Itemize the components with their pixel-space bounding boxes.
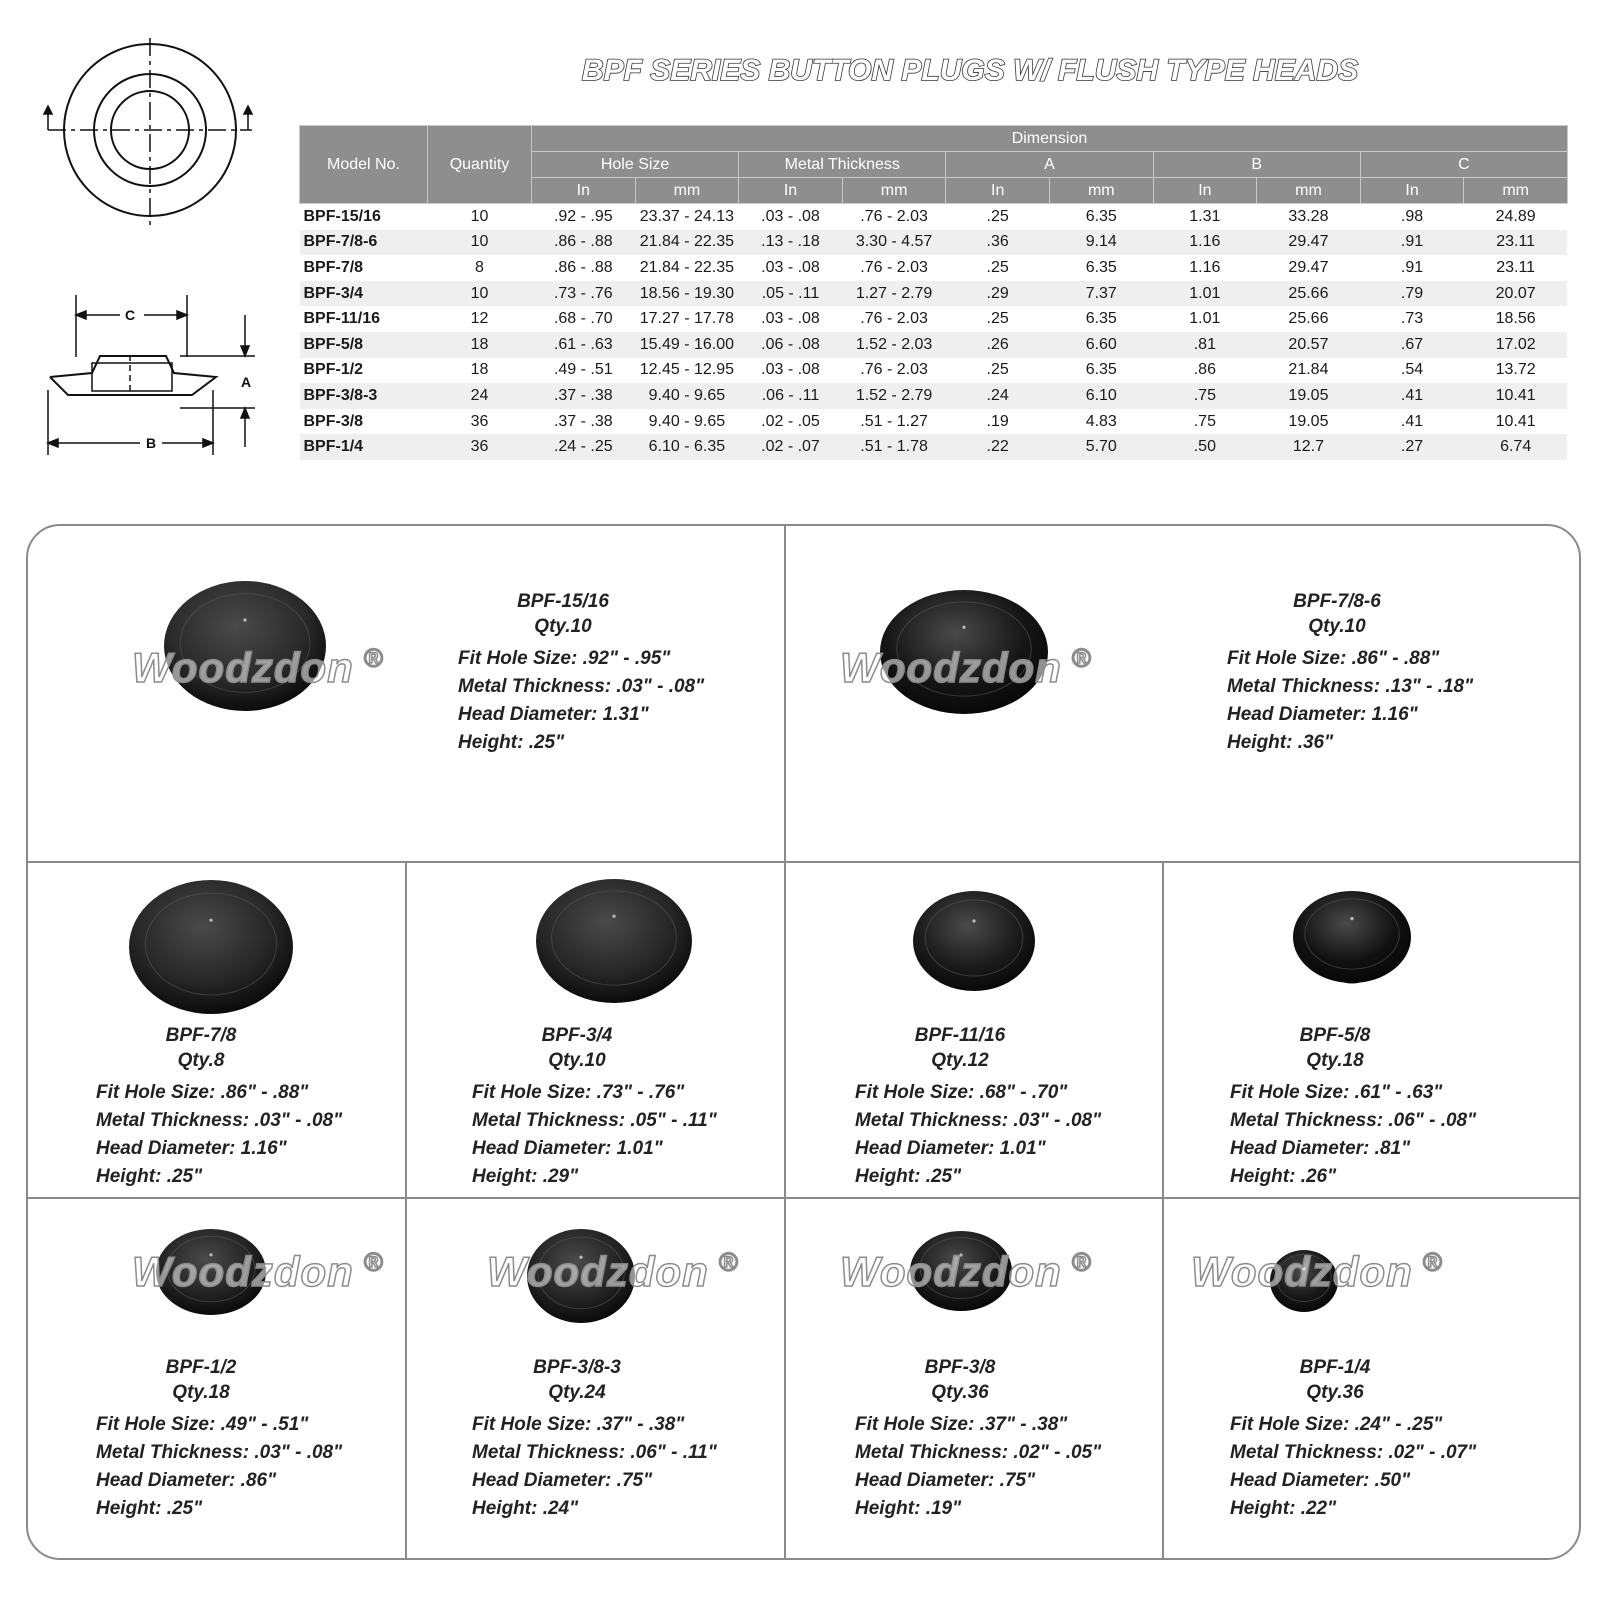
product-specs [1227,589,1473,757]
table-cell: 6.10 - 6.35 [635,434,739,460]
product-specs [1230,1355,1476,1523]
table-cell: 25.66 [1288,310,1329,328]
table-cell: .41 [1400,412,1424,430]
table-cell: 1.01 [1189,310,1221,328]
head-diameter: Head Diameter: .75" [472,1470,653,1491]
table-cell: 20.07 [1464,281,1568,307]
product-card [784,1197,1162,1558]
table-cell: 12 [470,310,489,328]
product-model: BPF-7/8 [165,1025,237,1046]
table-cell: .76 - 2.03 [860,207,928,225]
table-cell: .25 [986,207,1009,225]
watermark-text: Woodzdon [1191,1248,1413,1295]
table-cell: .86 - .88 [553,258,613,276]
head-diameter: Head Diameter: 1.16" [96,1138,287,1159]
table-cell: .02 - .07 [739,434,843,460]
table-cell: 10.41 [1464,383,1568,409]
watermark-text: Woodzdon [132,644,354,691]
table-cell: .86 [1193,361,1216,379]
head-diameter: Head Diameter: .75" [855,1470,1036,1491]
head-diameter: Head Diameter: 1.31" [458,704,649,725]
table-cell: 1.01 [1153,281,1257,307]
table-cell: .91 [1400,258,1424,276]
watermark [840,1247,1092,1296]
table-cell: 12.45 - 12.95 [639,361,735,379]
registered-mark: ® [1071,1247,1092,1277]
registered-mark: ® [363,643,384,673]
table-cell: 1.52 - 2.03 [842,332,946,358]
table-cell: .26 [946,332,1050,358]
table-cell: .37 - .38 [532,383,636,409]
table-cell: .91 [1360,230,1464,256]
table-cell: .03 - .08 [761,361,820,379]
fit-hole-size: Fit Hole Size: .37" - .38" [472,1414,685,1435]
table-cell: 3.30 - 4.57 [842,230,946,256]
table-cell: .86 - .88 [532,230,636,256]
table-cell: .54 [1400,361,1424,379]
table-cell: .03 - .08 [761,310,820,328]
table-cell: 18 [428,332,532,358]
height-value: Height: .26" [1230,1166,1337,1187]
header-unit: In [739,178,843,204]
product-card [1162,1197,1579,1558]
table-cell: 19.05 [1288,412,1329,430]
table-cell: 23.11 [1464,230,1568,256]
model-cell: BPF-3/8 [303,412,364,430]
product-qty: Qty.10 [1308,616,1366,637]
table-cell: .27 [1360,434,1464,460]
head-diameter: Head Diameter: .50" [1230,1470,1411,1491]
watermark-text: Woodzdon [132,1248,354,1295]
table-cell: 6.35 [1085,258,1117,276]
registered-mark: ® [363,1247,384,1277]
table-cell: .25 [986,310,1009,328]
metal-thickness: Metal Thickness: .13" - .18" [1227,676,1474,697]
product-specs [472,1355,717,1523]
table-cell: .79 [1360,281,1464,307]
table-cell: 18 [470,361,489,379]
table-row [300,281,1568,307]
table-cell: .06 - .08 [739,332,843,358]
spec-table-body [300,204,1568,460]
watermark-text: Woodzdon [487,1248,709,1295]
product-model: BPF-3/4 [541,1025,613,1046]
metal-thickness: Metal Thickness: .03" - .08" [855,1110,1102,1131]
button-plug-image [123,874,299,1020]
fit-hole-size: Fit Hole Size: .37" - .38" [855,1414,1068,1435]
table-cell: 1.27 - 2.79 [842,281,946,307]
product-card [28,526,784,861]
table-cell: .73 - .76 [532,281,636,307]
table-row [300,358,1568,384]
table-cell: .37 - .38 [553,412,613,430]
head-diameter: Head Diameter: .81" [1230,1138,1411,1159]
watermark [840,643,1092,692]
product-card [28,1197,405,1558]
button-plug-image [530,873,698,1009]
table-cell: 18.56 [1495,310,1536,328]
metal-thickness: Metal Thickness: .03" - .08" [96,1442,343,1463]
fit-hole-size: Fit Hole Size: .86" - .88" [1227,648,1440,669]
model-cell: BPF-1/2 [303,361,364,379]
model-cell: BPF-3/8-3 [300,383,428,409]
registered-mark: ® [718,1247,739,1277]
table-cell: .51 - 1.78 [842,434,946,460]
button-plug-image [1287,885,1417,1003]
table-cell: 9.14 [1049,230,1153,256]
table-cell: .36 [946,230,1050,256]
table-cell: .61 - .63 [532,332,636,358]
table-cell: 19.05 [1257,383,1361,409]
diagram-label-a: A [241,374,252,390]
fit-hole-size: Fit Hole Size: .73" - .76" [472,1082,685,1103]
table-cell: 21.84 - 22.35 [639,258,735,276]
table-row [300,306,1568,332]
model-cell: BPF-15/16 [303,207,381,225]
head-diameter: Head Diameter: 1.16" [1227,704,1418,725]
table-row [300,434,1568,460]
product-qty: Qty.10 [534,616,592,637]
table-cell: 23.11 [1496,258,1536,276]
product-qty: Qty.18 [1306,1050,1364,1071]
product-card [405,861,784,1197]
product-specs [96,1023,342,1191]
table-cell: 17.27 - 17.78 [639,310,735,328]
height-value: Height: .36" [1227,732,1334,753]
diagram-label-c: C [125,307,136,323]
table-cell: 10 [470,207,489,225]
metal-thickness: Metal Thickness: .02" - .07" [1230,1442,1477,1463]
metal-thickness: Metal Thickness: .05" - .11" [472,1110,717,1131]
product-model: BPF-3/8 [924,1357,996,1378]
height-value: Height: .25" [855,1166,962,1187]
model-cell: BPF-11/16 [303,310,380,328]
header-dimension: Dimension [532,126,1568,152]
table-cell: 6.35 [1085,361,1117,379]
height-value: Height: .25" [458,732,565,753]
table-cell: 9.40 - 9.65 [635,383,739,409]
product-model: BPF-1/2 [165,1357,237,1378]
table-cell: .75 [1153,383,1257,409]
side-view-diagram [40,295,280,475]
header-group: Metal Thickness [739,152,946,178]
table-cell: .06 - .11 [739,383,843,409]
product-card [28,861,405,1197]
table-cell: 23.37 - 24.13 [639,207,735,225]
header-unit: In [1360,178,1464,204]
product-qty: Qty.12 [931,1050,989,1071]
product-model: BPF-1/4 [1299,1357,1371,1378]
registered-mark: ® [1071,643,1092,673]
table-row [300,204,1568,230]
metal-thickness: Metal Thickness: .02" - .05" [855,1442,1102,1463]
table-cell: 1.31 [1189,207,1221,225]
table-cell: 15.49 - 16.00 [635,332,739,358]
table-cell: .25 [986,258,1009,276]
watermark [1191,1247,1443,1296]
product-qty: Qty.10 [548,1050,606,1071]
table-cell: 24.89 [1495,207,1536,225]
height-value: Height: .25" [96,1166,203,1187]
header-unit: mm [635,178,739,204]
table-cell: .51 - 1.27 [860,412,928,430]
table-cell: 1.16 [1189,258,1221,276]
table-cell: .13 - .18 [739,230,843,256]
model-cell: BPF-3/4 [300,281,428,307]
table-cell: .76 - 2.03 [860,258,928,276]
height-value: Height: .24" [472,1498,579,1519]
head-diameter: Head Diameter: 1.01" [472,1138,663,1159]
product-card [405,1197,784,1558]
product-model: BPF-7/8-6 [1293,591,1381,612]
table-cell: .75 [1193,412,1216,430]
product-specs [855,1355,1101,1523]
fit-hole-size: Fit Hole Size: .86" - .88" [96,1082,309,1103]
product-model: BPF-15/16 [517,591,609,612]
table-cell: .49 - .51 [553,361,613,379]
header-unit: mm [842,178,946,204]
head-diameter: Head Diameter: .86" [96,1470,277,1491]
table-cell: .24 - .25 [532,434,636,460]
product-specs [472,1023,717,1191]
product-specs [458,589,704,757]
height-value: Height: .22" [1230,1498,1337,1519]
metal-thickness: Metal Thickness: .03" - .08" [458,676,705,697]
watermark [132,643,384,692]
model-cell: BPF-5/8 [300,332,428,358]
header-group: C [1360,152,1567,178]
fit-hole-size: Fit Hole Size: .61" - .63" [1230,1082,1443,1103]
registered-mark: ® [1422,1247,1443,1277]
table-cell: 5.70 [1049,434,1153,460]
product-qty: Qty.18 [172,1382,230,1403]
table-cell: 12.7 [1257,434,1361,460]
header-unit: mm [1049,178,1153,204]
table-cell: .81 [1153,332,1257,358]
header-model: Model No. [300,126,428,204]
table-cell: .92 - .95 [553,207,613,225]
model-cell: BPF-7/8 [303,258,364,276]
table-cell: .25 [986,361,1009,379]
header-quantity: Quantity [428,126,532,204]
metal-thickness: Metal Thickness: .06" - .11" [472,1442,717,1463]
table-cell: 24 [428,383,532,409]
product-qty: Qty.36 [1306,1382,1364,1403]
table-cell: 29.47 [1288,258,1329,276]
table-cell: 6.35 [1085,310,1117,328]
product-specs [855,1023,1101,1191]
height-value: Height: .25" [96,1498,203,1519]
fit-hole-size: Fit Hole Size: .49" - .51" [96,1414,309,1435]
metal-thickness: Metal Thickness: .03" - .08" [96,1110,343,1131]
table-cell: .73 [1400,310,1424,328]
header-group: B [1153,152,1360,178]
table-cell: 33.28 [1288,207,1329,225]
table-cell: .02 - .05 [761,412,820,430]
metal-thickness: Metal Thickness: .06" - .08" [1230,1110,1477,1131]
table-cell: 6.10 [1049,383,1153,409]
product-model: BPF-5/8 [1299,1025,1371,1046]
table-row [300,332,1568,358]
table-cell: 9.40 - 9.65 [648,412,726,430]
table-cell: .76 - 2.03 [860,361,928,379]
product-qty: Qty.36 [931,1382,989,1403]
product-card [784,526,1579,861]
model-cell: BPF-1/4 [300,434,428,460]
table-row [300,230,1568,256]
product-model: BPF-3/8-3 [533,1357,621,1378]
top-view-diagram [40,38,260,228]
product-specs [96,1355,342,1523]
product-card [1162,861,1579,1197]
table-cell: 4.83 [1085,412,1117,430]
table-cell: .19 [986,412,1009,430]
product-qty: Qty.8 [177,1050,225,1071]
fit-hole-size: Fit Hole Size: .68" - .70" [855,1082,1068,1103]
page-title-text: BPF SERIES BUTTON PLUGS W/ FLUSH TYPE HEADS [581,54,1359,87]
table-cell: .05 - .11 [739,281,843,307]
button-plug-image [907,885,1041,997]
header-group: A [946,152,1153,178]
watermark [132,1247,384,1296]
product-card [784,861,1162,1197]
table-cell: .22 [946,434,1050,460]
table-cell: 17.02 [1464,332,1568,358]
table-cell: 7.37 [1049,281,1153,307]
table-cell: .03 - .08 [761,258,820,276]
height-value: Height: .29" [472,1166,579,1187]
table-cell: 10 [428,230,532,256]
product-specs [1230,1023,1476,1191]
diagram-label-b: B [146,435,157,451]
table-cell: .98 [1400,207,1424,225]
fit-hole-size: Fit Hole Size: .92" - .95" [458,648,671,669]
table-cell: 10 [428,281,532,307]
table-cell: 21.84 - 22.35 [635,230,739,256]
spec-table [299,125,1568,460]
fit-hole-size: Fit Hole Size: .24" - .25" [1230,1414,1443,1435]
table-cell: .76 - 2.03 [860,310,928,328]
table-cell: 1.16 [1153,230,1257,256]
table-cell: 29.47 [1257,230,1361,256]
header-unit: In [1153,178,1257,204]
model-cell: BPF-7/8-6 [300,230,428,256]
table-cell: 36 [428,434,532,460]
header-unit: mm [1464,178,1568,204]
table-cell: 25.66 [1257,281,1361,307]
product-qty: Qty.24 [548,1382,606,1403]
table-cell: 1.52 - 2.79 [842,383,946,409]
table-cell: .24 [946,383,1050,409]
header-unit: mm [1257,178,1361,204]
product-model: BPF-11/16 [914,1025,1006,1046]
table-cell: .29 [946,281,1050,307]
table-cell: .03 - .08 [761,207,820,225]
table-row [300,255,1568,281]
table-cell: 6.74 [1464,434,1568,460]
table-cell: 13.72 [1495,361,1536,379]
height-value: Height: .19" [855,1498,962,1519]
table-cell: 10.41 [1495,412,1536,430]
watermark-text: Woodzdon [840,644,1062,691]
watermark [487,1247,739,1296]
head-diameter: Head Diameter: 1.01" [855,1138,1046,1159]
header-group: Hole Size [532,152,739,178]
table-cell: 6.35 [1085,207,1117,225]
table-cell: 6.60 [1049,332,1153,358]
table-cell: .50 [1153,434,1257,460]
watermark-text: Woodzdon [840,1248,1062,1295]
table-row [300,383,1568,409]
table-cell: 8 [475,258,484,276]
table-cell: 20.57 [1257,332,1361,358]
table-cell: 18.56 - 19.30 [635,281,739,307]
table-cell: .68 - .70 [553,310,613,328]
header-unit: In [946,178,1050,204]
table-cell: .67 [1360,332,1464,358]
table-cell: 36 [470,412,489,430]
table-row [300,409,1568,435]
table-cell: .41 [1360,383,1464,409]
table-cell: 21.84 [1288,361,1329,379]
header-unit: In [532,178,636,204]
product-grid [26,524,1581,1560]
